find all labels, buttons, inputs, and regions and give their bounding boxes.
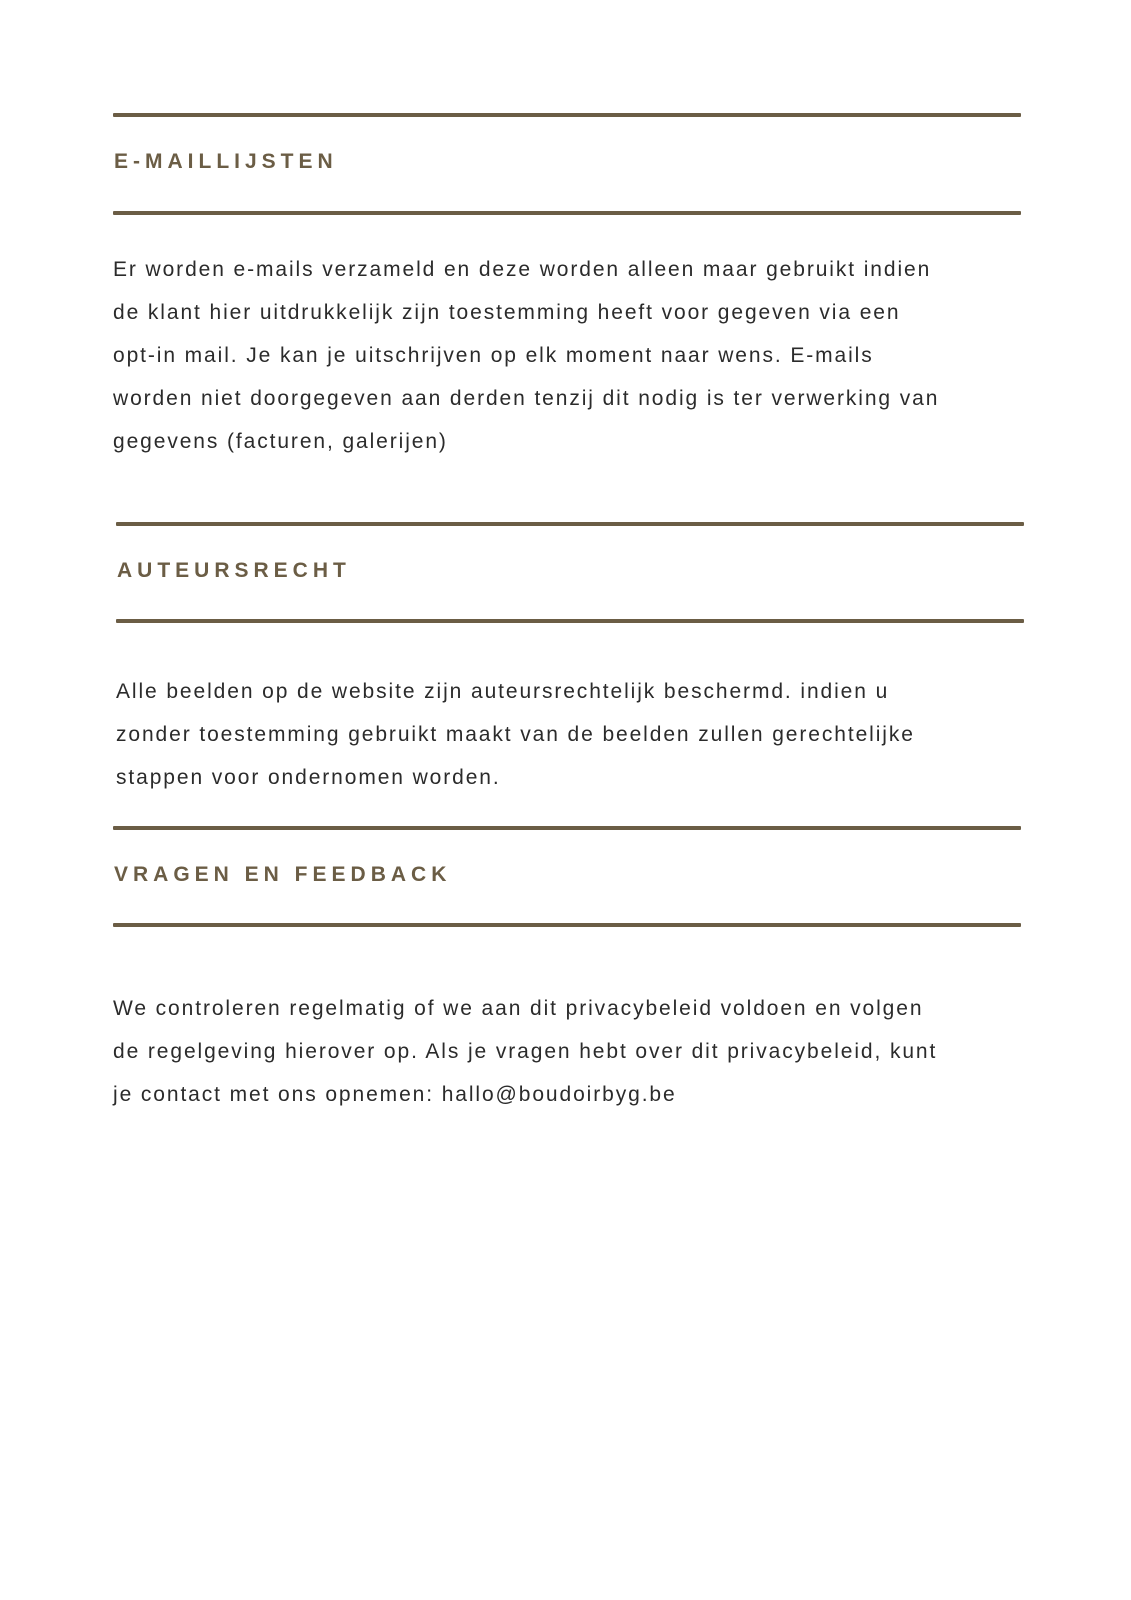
divider-top xyxy=(116,522,1024,526)
divider-bottom xyxy=(113,923,1021,927)
divider-top xyxy=(113,826,1021,830)
section-heading: AUTEURSRECHT xyxy=(117,559,351,582)
section-body xyxy=(113,987,937,1116)
body-line: de regelgeving hierover op. Als je vragen hebt over dit privacybeleid, kunt xyxy=(113,1040,938,1063)
section-heading: VRAGEN EN FEEDBACK xyxy=(114,863,452,886)
body-line: Alle beelden op de website zijn auteursrechtelijk beschermd. indien u xyxy=(116,680,890,703)
body-line: de klant hier uitdrukkelijk zijn toestemming heeft voor gegeven via een xyxy=(113,301,901,324)
body-line: je contact met ons opnemen: hallo@boudoirbyg.be xyxy=(113,1083,677,1106)
body-line: worden niet doorgegeven aan derden tenzij dit nodig is ter verwerking van xyxy=(113,387,940,410)
divider-bottom xyxy=(116,619,1024,623)
body-line: We controleren regelmatig of we aan dit privacybeleid voldoen en volgen xyxy=(113,997,924,1020)
body-line: stappen voor ondernomen worden. xyxy=(116,766,501,789)
section-body xyxy=(116,670,915,799)
body-line: zonder toestemming gebruikt maakt van de beelden zullen gerechtelijke xyxy=(116,723,915,746)
divider-bottom xyxy=(113,211,1021,215)
body-line: gegevens (facturen, galerijen) xyxy=(113,430,448,453)
section-heading: E-MAILLIJSTEN xyxy=(114,150,338,173)
section-body xyxy=(113,248,939,463)
body-line: Er worden e-mails verzameld en deze worden alleen maar gebruikt indien xyxy=(113,258,932,281)
divider-top xyxy=(113,113,1021,117)
body-line: opt-in mail. Je kan je uitschrijven op elk moment naar wens. E-mails xyxy=(113,344,874,367)
